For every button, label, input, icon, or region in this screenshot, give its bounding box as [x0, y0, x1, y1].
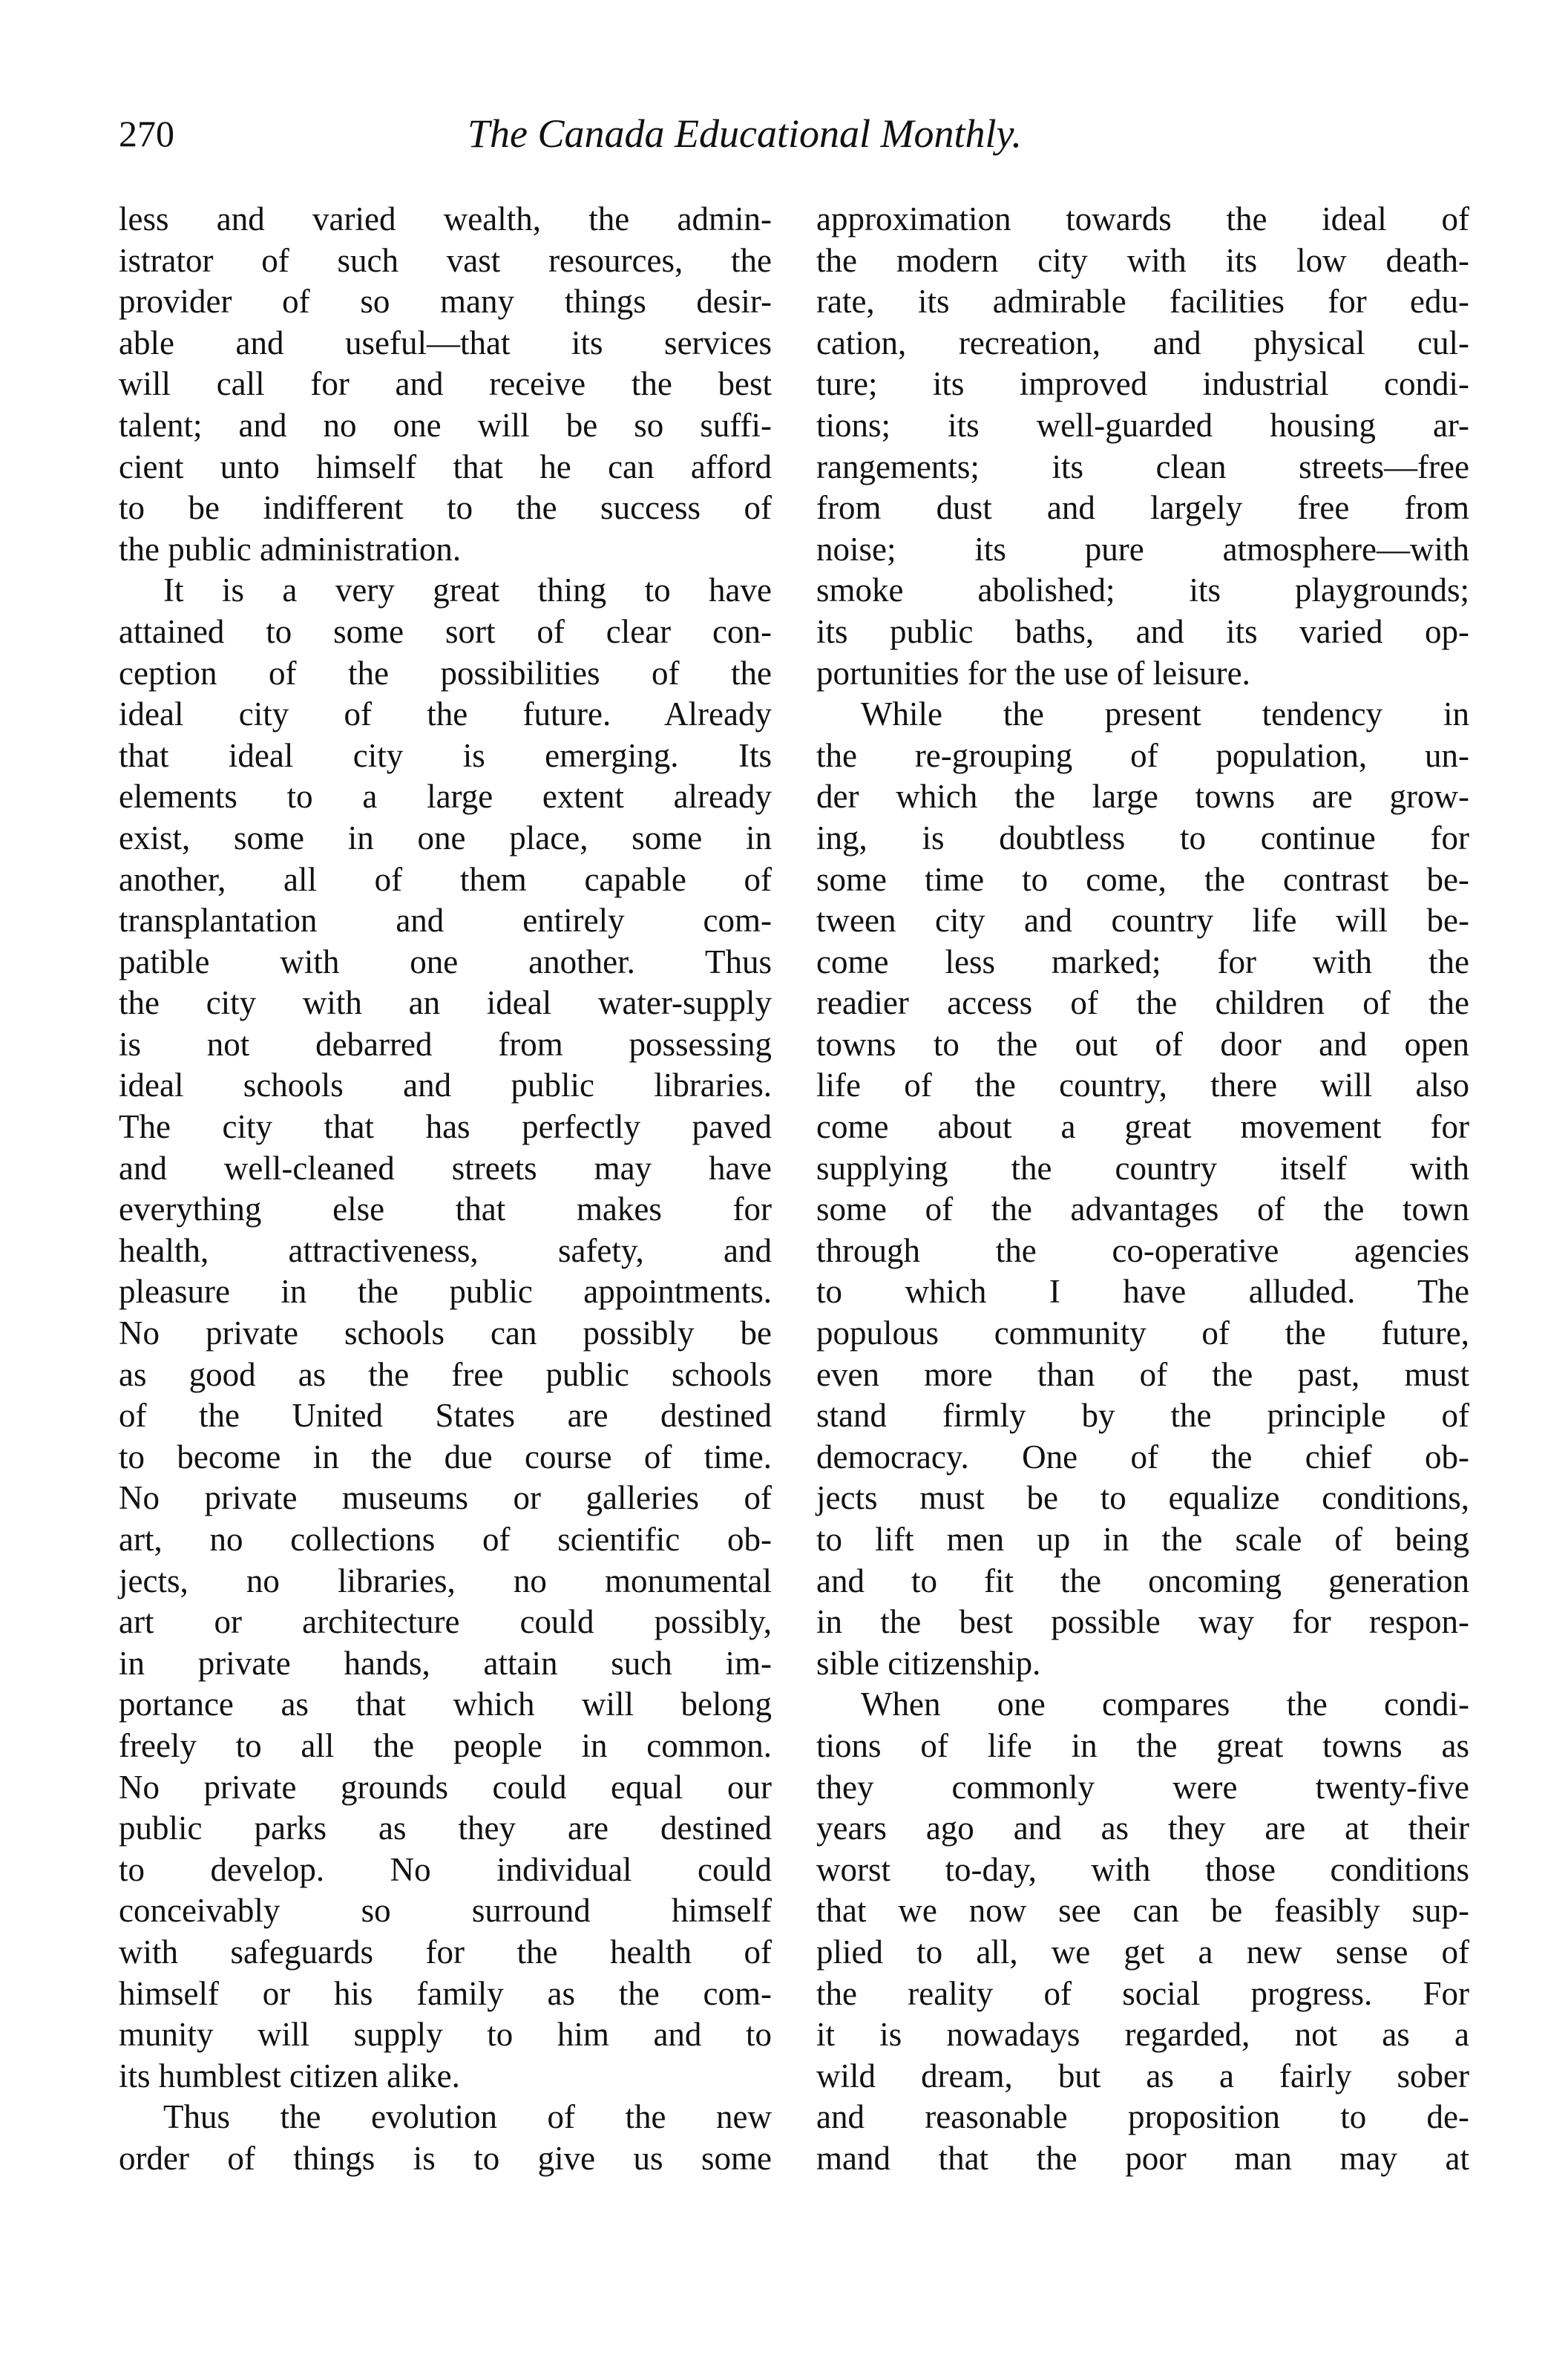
- text-line: worst to-day, with those conditions: [816, 1850, 1469, 1888]
- text-line: rate, its admirable facilities for edu-: [816, 283, 1469, 321]
- text-column-left: [119, 199, 772, 2180]
- text-line: ideal schools and public libraries.: [119, 1067, 772, 1104]
- text-line: the city with an ideal water-supply: [119, 984, 772, 1022]
- text-line: ideal city of the future. Already: [119, 695, 772, 733]
- text-line: towns to the out of door and open: [816, 1025, 1469, 1063]
- text-line: conceivably so surround himself: [119, 1892, 772, 1930]
- text-line: as good as the free public schools: [119, 1355, 772, 1393]
- text-line: portunities for the use of leisure.: [816, 654, 1250, 692]
- text-line: they commonly were twenty-five: [816, 1768, 1469, 1806]
- text-line: even more than of the past, must: [816, 1355, 1469, 1393]
- text-line: through the co-operative agencies: [816, 1231, 1469, 1269]
- text-line: to develop. No individual could: [119, 1850, 772, 1888]
- text-line: to become in the due course of time.: [119, 1438, 772, 1475]
- text-line: No private schools can possibly be: [119, 1314, 772, 1352]
- text-line: patible with one another. Thus: [119, 943, 772, 980]
- text-line: its public baths, and its varied op-: [816, 612, 1469, 650]
- text-line: some time to come, the contrast be-: [816, 860, 1469, 898]
- page-header: [119, 111, 1454, 171]
- text-line: come less marked; for with the: [816, 943, 1469, 980]
- text-line: to lift men up in the scale of being: [816, 1521, 1469, 1558]
- text-line: readier access of the children of the: [816, 984, 1469, 1022]
- text-line: of the United States are destined: [119, 1397, 772, 1435]
- text-line: tions of life in the great towns as: [816, 1726, 1469, 1764]
- text-line: The city that has perfectly paved: [119, 1108, 772, 1146]
- text-line: some of the advantages of the town: [816, 1190, 1469, 1228]
- text-column-right: [816, 199, 1469, 2180]
- text-line: attained to some sort of clear con-: [119, 612, 772, 650]
- text-line: wild dream, but as a fairly sober: [816, 2057, 1469, 2094]
- text-line: democracy. One of the chief ob-: [816, 1438, 1469, 1475]
- text-line: in the best possible way for respon-: [816, 1603, 1469, 1641]
- text-line: ing, is doubtless to continue for: [816, 819, 1469, 856]
- text-line: art, no collections of scientific ob-: [119, 1521, 772, 1558]
- text-line: provider of so many things desir-: [119, 283, 772, 321]
- text-line: approximation towards the ideal of: [816, 200, 1469, 238]
- text-line: himself or his family as the com-: [119, 1974, 772, 2012]
- text-line: elements to a large extent already: [119, 778, 772, 816]
- page-number: 270: [119, 113, 174, 154]
- text-line: tween city and country life will be-: [816, 902, 1469, 940]
- text-line: that ideal city is emerging. Its: [119, 736, 772, 774]
- text-line: freely to all the people in common.: [119, 1726, 772, 1764]
- text-line: it is nowadays regarded, not as a: [816, 2016, 1469, 2054]
- text-line: stand firmly by the principle of: [816, 1397, 1469, 1435]
- text-line: pleasure in the public appointments.: [119, 1273, 772, 1311]
- text-line: populous community of the future,: [816, 1314, 1469, 1352]
- text-line: the reality of social progress. For: [816, 1974, 1469, 2012]
- text-line: plied to all, we get a new sense of: [816, 1933, 1469, 1971]
- text-line: the public administration.: [119, 530, 462, 568]
- text-line: able and useful—that its services: [119, 324, 772, 361]
- running-title: The Canada Educational Monthly.: [468, 111, 1022, 156]
- text-line: and reasonable proposition to de-: [816, 2098, 1469, 2136]
- text-line: While the present tendency in: [861, 695, 1469, 733]
- text-line: and well-cleaned streets may have: [119, 1149, 772, 1187]
- text-line: public parks as they are destined: [119, 1809, 772, 1847]
- text-line: transplantation and entirely com-: [119, 902, 772, 940]
- text-line: less and varied wealth, the admin-: [119, 200, 772, 238]
- text-line: and to fit the oncoming generation: [816, 1562, 1469, 1599]
- text-line: supplying the country itself with: [816, 1149, 1469, 1187]
- text-line: noise; its pure atmosphere—with: [816, 530, 1469, 568]
- text-line: another, all of them capable of: [119, 860, 772, 898]
- text-line: jects, no libraries, no monumental: [119, 1562, 772, 1599]
- text-line: der which the large towns are grow-: [816, 778, 1469, 816]
- text-line: When one compares the condi-: [861, 1686, 1469, 1723]
- text-line: with safeguards for the health of: [119, 1933, 772, 1971]
- text-line: in private hands, attain such im-: [119, 1644, 772, 1682]
- text-line: to which I have alluded. The: [816, 1273, 1469, 1311]
- text-line: It is a very great thing to have: [163, 571, 772, 609]
- text-line: No private grounds could equal our: [119, 1768, 772, 1806]
- text-line: years ago and as they are at their: [816, 1809, 1469, 1847]
- text-line: istrator of such vast resources, the: [119, 241, 772, 279]
- text-line: No private museums or galleries of: [119, 1479, 772, 1517]
- text-line: sible citizenship.: [816, 1644, 1041, 1682]
- text-line: Thus the evolution of the new: [163, 2098, 772, 2136]
- text-line: health, attractiveness, safety, and: [119, 1231, 772, 1269]
- text-line: talent; and no one will be so suffi-: [119, 406, 772, 444]
- text-line: art or architecture could possibly,: [119, 1603, 772, 1641]
- text-line: ception of the possibilities of the: [119, 654, 772, 692]
- text-line: come about a great movement for: [816, 1108, 1469, 1146]
- text-line: tions; its well-guarded housing ar-: [816, 406, 1469, 444]
- text-line: jects must be to equalize conditions,: [816, 1479, 1469, 1517]
- text-line: munity will supply to him and to: [119, 2016, 772, 2054]
- text-line: cation, recreation, and physical cul-: [816, 324, 1469, 361]
- text-line: is not debarred from possessing: [119, 1025, 772, 1063]
- text-line: mand that the poor man may at: [816, 2139, 1469, 2177]
- text-line: smoke abolished; its playgrounds;: [816, 571, 1469, 609]
- text-line: exist, some in one place, some in: [119, 819, 772, 856]
- text-line: ture; its improved industrial condi-: [816, 365, 1469, 403]
- text-line: life of the country, there will also: [816, 1067, 1469, 1104]
- text-line: to be indifferent to the success of: [119, 489, 772, 527]
- text-line: will call for and receive the best: [119, 365, 772, 403]
- text-line: the modern city with its low death-: [816, 241, 1469, 279]
- text-line: portance as that which will belong: [119, 1686, 772, 1723]
- text-line: its humblest citizen alike.: [119, 2057, 460, 2094]
- text-line: that we now see can be feasibly sup-: [816, 1892, 1469, 1930]
- text-line: the re-grouping of population, un-: [816, 736, 1469, 774]
- text-line: cient unto himself that he can afford: [119, 448, 772, 485]
- text-line: order of things is to give us some: [119, 2139, 772, 2177]
- text-line: from dust and largely free from: [816, 489, 1469, 527]
- text-line: rangements; its clean streets—free: [816, 448, 1469, 485]
- text-line: everything else that makes for: [119, 1190, 772, 1228]
